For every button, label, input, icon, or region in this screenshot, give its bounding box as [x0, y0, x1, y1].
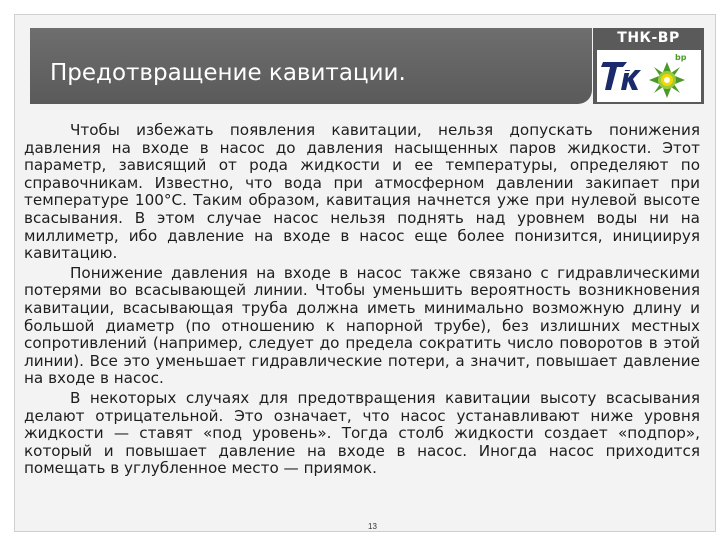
tnk-emblem-icon: [601, 62, 641, 90]
paragraph-3: В некоторых случаях для предотвращения кавитации высоту всасывания делают отрицательной. Это означает, что насос устанавливают ниже уровня жидкости — ставят «под уровень». Тогда столб жидкости создает «подпор», который и повышает давление на входе в насос. Иногда насос приходится помещать в углубленное место — приямок.: [24, 388, 700, 478]
logo-brand-text: ТНК-ВР: [617, 30, 680, 46]
body-text: [24, 122, 700, 480]
bp-text: bp: [675, 53, 687, 62]
paragraph-2: Понижение давления на входе в насос также связано с гидравлическими потерями во всасывающей линии. Чтобы уменьшить вероятность возникновения кавитации, всасывающая труба должна иметь минимально возможную длину и большой диаметр (по отношению к напорной трубе), без излишних местных сопротивлений (например, следует до предела сократить число поворотов в этой линии). Все это уменьшает гидравлические потери, а значит, повышает давление на входе в насос.: [24, 263, 700, 388]
logo-panel: [593, 28, 704, 104]
logo-badge: [597, 50, 701, 102]
title-bar: [30, 28, 592, 104]
page-number: 13: [368, 522, 377, 531]
paragraph-1: Чтобы избежать появления кавитации, нельзя допускать понижения давления на входе в насос до давления насыщенных паров жидкости. Этот параметр, зависящий от рода жидкости и ее температуры, определяют по справочникам. Известно, что вода при атмосферном давлении закипает при температуре 100°С. Таким образом, кавитация начнется уже при нулевой высоте всасывания. В этом случае насос нельзя поднять над уровнем воды ни на миллиметр, ибо давление на входе в насос еще более понизится, инициируя кавитацию.: [24, 121, 700, 263]
tnk-bp-logo-icon: [597, 50, 701, 102]
bp-helios-icon: [649, 62, 685, 98]
slide-title: Предотвращение кавитации.: [50, 60, 406, 86]
